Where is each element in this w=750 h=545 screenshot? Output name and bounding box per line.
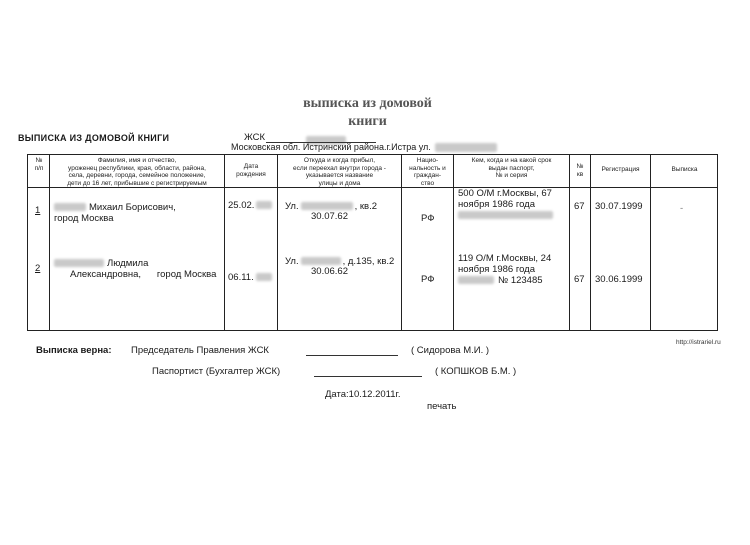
- row2-nationality: РФ: [421, 274, 435, 285]
- column-divider: [224, 155, 225, 330]
- row1-dob: [228, 200, 272, 211]
- row1-passport-line1: 500 О/М г.Москвы, 67: [458, 188, 552, 199]
- stamp-title-line1: выписка из домовой: [303, 96, 432, 111]
- row1-checkout: -: [680, 203, 684, 214]
- chairman-signature-line: [306, 355, 398, 356]
- redacted-year: [256, 201, 272, 209]
- passport-officer-name: ( КОПШКОВ Б.М. ): [435, 366, 517, 377]
- row2-fio-line2: Александровна, город Москва: [70, 269, 217, 280]
- row1-dob-text: 25.02.: [228, 200, 255, 211]
- header-dob: Дата рождения: [236, 163, 266, 178]
- register-table: [27, 154, 718, 331]
- row1-from-prefix: Ул.: [285, 201, 299, 212]
- row2-from-suffix: , д.135, кв.2: [342, 256, 395, 267]
- row2-dob-text: 06.11.: [228, 272, 254, 283]
- seal-label: печать: [427, 401, 457, 412]
- redacted-passport: [458, 211, 553, 219]
- column-divider: [569, 155, 570, 330]
- row1-passport-line2: ноября 1986 года: [458, 199, 536, 210]
- row2-apartment: 67: [574, 274, 585, 285]
- redacted-street: [301, 257, 341, 265]
- source-url: http://istrariel.ru: [676, 339, 721, 346]
- header-passport: Кем, когда и на какой срок выдан паспорт, № и серия: [471, 157, 552, 179]
- redacted-surname: [54, 203, 86, 211]
- row2-dob: [228, 272, 272, 283]
- row1-fio-line1: [54, 202, 176, 213]
- row1-num: 1: [35, 205, 41, 216]
- stamp-title-line2: книги: [348, 114, 387, 129]
- row2-passport-line1: 119 О/М г.Москвы, 24: [458, 253, 552, 264]
- verified-label: Выписка верна:: [36, 345, 112, 356]
- redacted-passport: [458, 276, 494, 284]
- redacted-street: [301, 202, 353, 210]
- zhsk-label: ЖСК: [244, 132, 266, 143]
- header-num: № п/п: [34, 157, 44, 172]
- header-apartment: № кв: [576, 163, 584, 178]
- row2-passport-line2: ноября 1986 года: [458, 264, 536, 275]
- redacted-street: [435, 143, 497, 152]
- row2-fio-text1: Людмила: [107, 258, 149, 269]
- row1-from-date: 30.07.62: [311, 211, 348, 222]
- header-fio: Фамилия, имя и отчество, уроженец республики, края, области, района, села, деревни, города, семейное положение, дети до 16 лет, прибывшие с регистрируемым: [67, 157, 207, 187]
- address-text: Московская обл. Истринский района.г.Истра ул.: [231, 142, 431, 152]
- header-checkout: Выписка: [671, 166, 698, 173]
- header-divider: [28, 187, 717, 188]
- row2-from-date: 30.06.62: [311, 266, 348, 277]
- address-line: [231, 142, 497, 152]
- row2-registration: 30.06.1999: [595, 274, 643, 285]
- passport-officer-signature-line: [314, 376, 422, 377]
- row2-fio-line1: [54, 258, 148, 269]
- row2-from-prefix: Ул.: [285, 256, 299, 267]
- passport-officer-role: Паспортист (Бухгалтер ЖСК): [152, 366, 281, 377]
- chairman-name: ( Сидорова М.И. ): [411, 345, 490, 356]
- row1-apartment: 67: [574, 201, 585, 212]
- row1-fio-line2: город Москва: [54, 213, 114, 224]
- row1-registration: 30.07.1999: [595, 201, 643, 212]
- row2-passport-series: [458, 275, 543, 286]
- redacted-surname: [54, 259, 104, 267]
- row1-nationality: РФ: [421, 213, 435, 224]
- column-divider: [453, 155, 454, 330]
- issue-date: Дата:10.12.2011г.: [325, 389, 401, 400]
- header-from: Откуда и когда прибыл, если переехал внутри города - указывается название улицы и дома: [293, 157, 386, 187]
- row1-fio-text1: Михаил Борисович,: [89, 202, 176, 213]
- chairman-role: Председатель Правления ЖСК: [131, 345, 269, 356]
- row2-num: 2: [35, 263, 41, 274]
- column-divider: [590, 155, 591, 330]
- row2-passport-number: № 123485: [498, 275, 543, 286]
- document-title: ВЫПИСКА ИЗ ДОМОВОЙ КНИГИ: [18, 133, 170, 143]
- redacted-year: [256, 273, 272, 281]
- header-registration: Регистрация: [601, 166, 640, 173]
- row1-from-suffix: , кв.2: [354, 201, 377, 212]
- row1-passport-series: [458, 210, 553, 221]
- header-nationality: Нацио- нальность и граждан- ство: [409, 157, 446, 187]
- column-divider: [650, 155, 651, 330]
